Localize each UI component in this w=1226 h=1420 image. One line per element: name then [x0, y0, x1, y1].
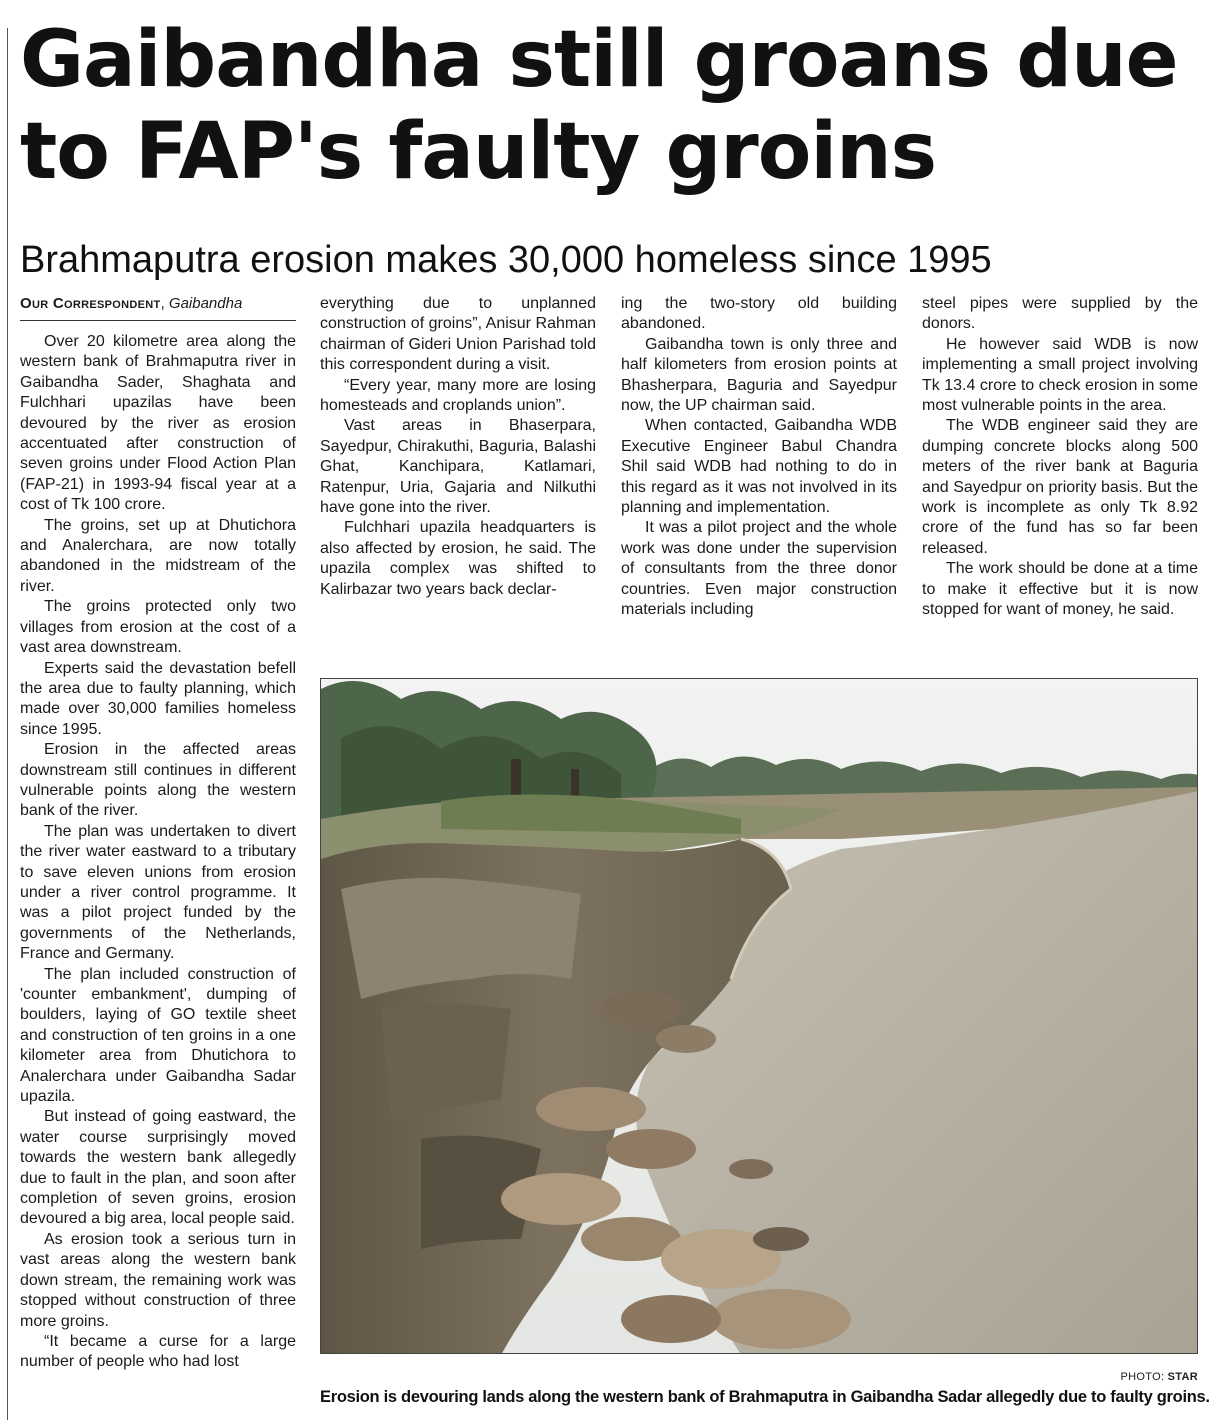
- article-column-2: [320, 294, 596, 666]
- paragraph: “It became a curse for a large number of people who had lost: [20, 1332, 296, 1371]
- headline-line-2: to FAP's faulty groins: [20, 107, 937, 197]
- paragraph: When contacted, Gaibandha WDB Executive Engineer Babul Chandra Shil said WDB had nothing to do in this regard as it was not involved in its planning and implementation.: [621, 417, 897, 517]
- paragraph: But instead of going eastward, the water course surprisingly moved towards the western bank allegedly due to fault in the plan, and soon after completion of seven groins, erosion devoured a big area, local people said.: [20, 1108, 296, 1228]
- photo-credit: [960, 1370, 1198, 1384]
- paragraph: Vast areas in Bhaserpara, Sayedpur, Chirakuthi, Baguria, Balashi Ghat, Kanchipara, Katlamari, Ratenpur, Uria, Gajaria and Nilkuthi have gone into the river.: [320, 417, 596, 517]
- photo-credit-prefix: PHOTO:: [1120, 1371, 1168, 1383]
- headline-line-1: Gaibandha still groans due: [20, 15, 1178, 105]
- paragraph: Erosion in the affected areas downstream still continues in different vulnerable points along the western bank of the river.: [20, 741, 296, 820]
- photo-credit-source: STAR: [1167, 1371, 1198, 1383]
- paragraph: He however said WDB is now implementing a small project involving Tk 13.4 crore to check erosion in some most vulnerable points in the area.: [922, 335, 1198, 415]
- photo-caption: Erosion is devouring lands along the western bank of Brahmaputra in Gaibandha Sadar allegedly due to faulty groins.: [320, 1388, 1210, 1406]
- paragraph: Fulchhari upazila headquarters is also affected by erosion, he said. The upazila complex was shifted to Kalirbazar two years back declar-: [320, 519, 596, 598]
- paragraph-continued: everything due to unplanned construction of groins”, Anisur Rahman chairman of Gideri Union Parishad told this correspondent during a visit.: [320, 295, 596, 374]
- byline: Our Correspondent, Gaibandha: [20, 294, 296, 321]
- byline-name: Our Correspondent: [20, 295, 161, 312]
- paragraph: The WDB engineer said they are dumping concrete blocks along 500 meters of the river bank at Baguria and Sayedpur on priority basis. But the work is incomplete as only Tk 8.92 crore of the fund has so far been released.: [922, 417, 1198, 557]
- article-column-1: [20, 332, 296, 1420]
- paragraph: Over 20 kilometre area along the western bank of Brahmaputra river in Gaibandha Sader, Shaghata and Fulchhari upazilas have been devoured by the river as erosion accentuated after construction of seven groins under Flood Action Plan (FAP-21) in 1993-94 fiscal year at a cost of Tk 100 crore.: [20, 333, 296, 514]
- article-column-3: [621, 294, 897, 666]
- paragraph: “Every year, many more are losing homesteads and croplands union”.: [320, 376, 596, 415]
- subheadline: Brahmaputra erosion makes 30,000 homeless since 1995: [20, 239, 992, 281]
- article-column-4: [922, 294, 1198, 666]
- paragraph-continued: steel pipes were supplied by the donors.: [922, 295, 1198, 333]
- headline: [20, 14, 1220, 198]
- left-column-rule: [7, 28, 8, 1420]
- paragraph: Experts said the devastation befell the area due to faulty planning, which made over 30,000 families homeless since 1995.: [20, 659, 296, 738]
- paragraph: As erosion took a serious turn in vast areas along the western bank down stream, the remaining work was stopped without construction of three more groins.: [20, 1230, 296, 1330]
- paragraph: The groins protected only two villages from erosion at the cost of a vast area downstream.: [20, 598, 296, 657]
- paragraph: The plan was undertaken to divert the river water eastward to a tributary to save eleven unions from erosion under a river control programme. It was a pilot project funded by the governments of the Netherlands, France and Germany.: [20, 822, 296, 963]
- paragraph: It was a pilot project and the whole work was done under the supervision of consultants from the three donor countries. Even major construction materials including: [621, 519, 897, 619]
- byline-place: Gaibandha: [168, 295, 243, 312]
- erosion-photo: [320, 678, 1198, 1354]
- paragraph: The plan included construction of 'counter embankment', dumping of boulders, laying of GO textile sheet and construction of ten groins in a one kilometer area from Dhutichora to Analercharа under Gaibandha Sadar upazila.: [20, 965, 296, 1106]
- paragraph-continued: ing the two-story old building abandoned.: [621, 295, 897, 333]
- paragraph: Gaibandha town is only three and half kilometers from erosion points at Bhasherpara, Baguria and Sayedpur now, the UP chairman said.: [621, 335, 897, 415]
- paragraph: The groins, set up at Dhutichora and Analercharа, are now totally abandoned in the midstream of the river.: [20, 516, 296, 595]
- paragraph: The work should be done at a time to make it effective but it is now stopped for want of money, he said.: [922, 560, 1198, 619]
